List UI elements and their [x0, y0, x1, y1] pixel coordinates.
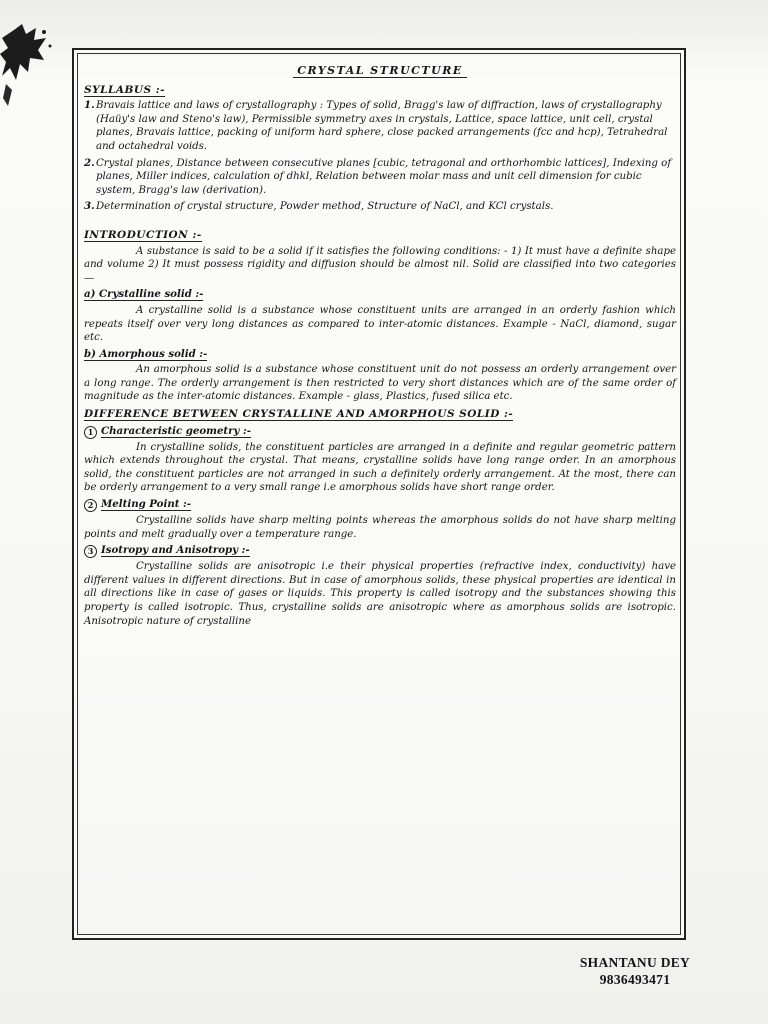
syllabus-item: 2. Crystal planes, Distance between consecutive planes [cubic, tetragonal and orthorhombic lattices], Indexing of planes, Miller indices, calculation of dhkl, Relation between molar mass and unit cell dimension for cubic system, Bragg's law (derivation).	[84, 156, 672, 196]
introduction-heading: INTRODUCTION :-	[84, 228, 202, 241]
syllabus-item: 3. Determination of crystal structure, Powder method, Structure of NaCl, and KCl crystals.	[84, 200, 554, 213]
crystalline-solid-label: a) Crystalline solid :-	[84, 288, 204, 301]
ink-blot-decoration	[0, 24, 58, 116]
page-title: CRYSTAL STRUCTURE	[84, 64, 676, 78]
author-name: SHANTANU DEY	[579, 955, 691, 970]
amorphous-solid-label: b) Amorphous solid :-	[84, 347, 208, 360]
difference-item-label: 2 Melting Point :-	[84, 498, 676, 512]
difference-item-label: 3 Isotropy and Anisotropy :-	[84, 544, 676, 558]
circled-number-icon: 2	[84, 499, 97, 512]
amorphous-solid-text: An amorphous solid is a substance whose constituent unit do not possess an orderly arrangement over a long range. The orderly arrangement is then restricted to very short distances which are of the same order of magnitude as the inter-atomic distances. Example - glass, Plastics, fused silica etc.	[84, 364, 676, 403]
difference-item-text: In crystalline solids, the constituent particles are arranged in a definite and regular geometric pattern which extends throughout the crystal. That means, crystalline solids have long range order. In an amorphous solid, the constituent particles are not arranged in such a definitely orderly arrangement. At the most, there can be orderly arrangement to a very small range i.e amorphous solids have short range order.	[84, 441, 676, 494]
difference-item-label: 1 Characteristic geometry :-	[84, 425, 676, 439]
author-phone: 9836493471	[599, 972, 671, 987]
syllabus-item: 1. Bravais lattice and laws of crystallography : Types of solid, Bragg's law of diffraction, laws of crystallography (Haüy's law and Steno's law), Permissible symmetry axes in crystals, Lattice, space lattice, unit cell, crystal planes, Bravais lattice, packing of uniform hard sphere, close packed arrangements (fcc and hcp), Tetrahedral and octahedral voids.	[84, 99, 668, 152]
introduction-paragraph: A substance is said to be a solid if it satisfies the following conditions: - 1) It must have a definite shape and volume 2) It must possess rigidity and diffusion should be almost nil. Solid are classified into two categories —	[84, 245, 676, 284]
notes-sheet	[72, 48, 686, 940]
crystalline-solid-text: A crystalline solid is a substance whose constituent units are arranged in an orderly fashion which repeats itself over very long distances as compared to inter-atomic distances. Example - NaCl, diamond, sugar etc.	[84, 304, 676, 344]
circled-number-icon: 3	[84, 545, 97, 558]
difference-item-text: Crystalline solids have sharp melting points whereas the amorphous solids do not have sharp melting points and melt gradually over a temperature range.	[84, 515, 676, 540]
difference-heading: DIFFERENCE BETWEEN CRYSTALLINE AND AMORPHOUS SOLID :-	[84, 408, 514, 421]
circled-number-icon: 1	[84, 426, 97, 439]
syllabus-heading: SYLLABUS :-	[84, 83, 165, 96]
author-block	[560, 954, 710, 988]
difference-item-text: Crystalline solids are anisotropic i.e their physical properties (refractive index, conductivity) have different values in different directions. But in case of amorphous solids, these physical properties are identical in all directions like in case of gases or liquids. This property is called isotropy and the substances showing this property is called isotropic. Thus, crystalline solids are anisotropic where as amorphous solids are isotropic. Anisotropic nature of crystalline	[84, 561, 676, 627]
